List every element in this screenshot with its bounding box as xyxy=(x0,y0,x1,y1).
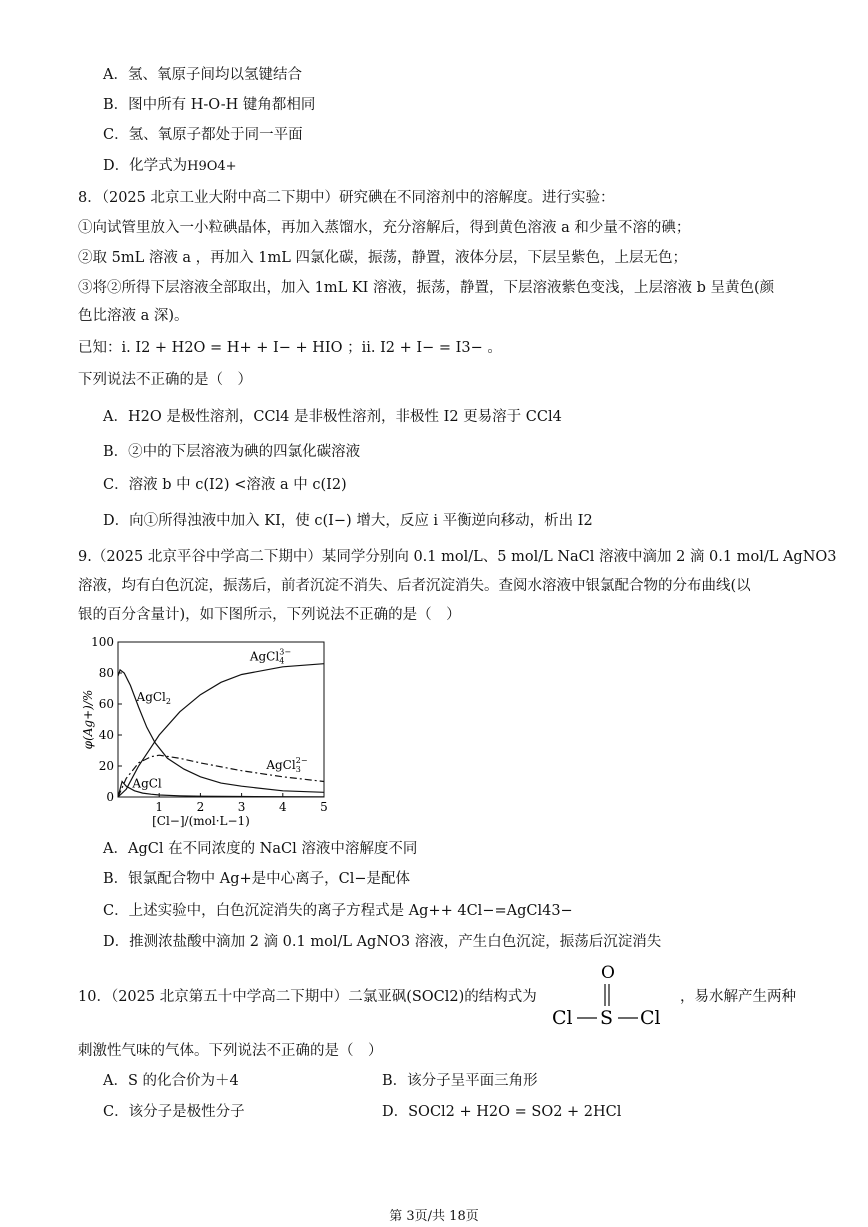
y-tick-label: 80 xyxy=(98,666,114,680)
q8-option-d: D．向①所得浊液中加入 KI，使 c(I−) 增大，反应 i 平衡逆向移动，析出 I2 xyxy=(103,513,593,529)
q7-option-d-prefix: D．化学式为 xyxy=(103,158,188,174)
x-axis-label: [Cl−]/(mol·L−1) xyxy=(152,814,250,828)
x-tick-label: 2 xyxy=(196,800,205,814)
q9-option-c: C．上述实验中，白色沉淀消失的离子方程式是 Ag++ 4Cl−=AgCl43− xyxy=(103,903,573,919)
q8-question: 下列说法不正确的是（ ） xyxy=(78,372,252,388)
plot-frame xyxy=(118,642,324,797)
series-line-1 xyxy=(118,670,324,792)
silver-chloride-distribution-chart xyxy=(78,632,338,828)
q8-step3-line2: 色比溶液 a 深)。 xyxy=(78,308,189,324)
q7-option-d xyxy=(103,157,237,176)
q9-stem-line3: 银的百分含量计)，如下图所示，下列说法不正确的是（ ） xyxy=(78,607,461,623)
struct-sulfur: S xyxy=(600,1007,614,1028)
struct-chlorine-left: Cl xyxy=(552,1007,573,1028)
q8-step1: ①向试管里放入一小粒碘晶体，再加入蒸馏水，充分溶解后，得到黄色溶液 a 和少量不溶的碘； xyxy=(78,220,691,236)
y-tick-label: 60 xyxy=(98,697,114,711)
struct-chlorine-right: Cl xyxy=(640,1007,661,1028)
q7-option-d-formula: H9O4+ xyxy=(187,159,237,174)
q9-option-b: B．银氯配合物中 Ag+是中心离子，Cl−是配体 xyxy=(103,871,411,887)
q7-option-a: A．氢、氧原子间均以氢键结合 xyxy=(103,67,302,83)
q10-stem-part1: 10．（2025 北京第五十中学高二下期中）二氯亚砜(SOCl2)的结构式为 xyxy=(78,989,537,1005)
q8-known: 已知：i. I2 + H2O = H+ + I− + HIO ；ii. I2 + I− = I3− 。 xyxy=(78,340,502,356)
q8-step3-line1: ③将②所得下层溶液全部取出，加入 1mL KI 溶液，振荡，静置，下层溶液紫色变浅，上层溶液 b 呈黄色(颜 xyxy=(78,280,775,296)
q8-step2: ②取 5mL 溶液 a ，再加入 1mL 四氯化碳，振荡，静置，液体分层，下层呈紫色，上层无色； xyxy=(78,250,688,266)
q10-option-b: B．该分子呈平面三角形 xyxy=(382,1073,538,1089)
series-label-3: AgCl$_4$3− xyxy=(249,647,292,666)
q10-stem-part2: ，易水解产生两种 xyxy=(680,989,796,1005)
q9-option-a: A．AgCl 在不同浓度的 NaCl 溶液中溶解度不同 xyxy=(103,841,418,857)
y-tick-label: 20 xyxy=(98,759,114,773)
q10-option-d: D．SOCl2 + H2O = SO2 + 2HCl xyxy=(382,1104,622,1120)
socl2-structure-diagram xyxy=(548,962,666,1028)
q8-option-a: A．H2O 是极性溶剂，CCl4 是非极性溶剂，非极性 I2 更易溶于 CCl4 xyxy=(103,409,562,425)
x-tick-label: 5 xyxy=(320,800,328,814)
y-tick-label: 0 xyxy=(106,790,114,804)
series-label-2: AgCl$_3$2− xyxy=(266,756,308,775)
q9-option-d: D．推测浓盐酸中滴加 2 滴 0.1 mol/L AgNO3 溶液，产生白色沉淀，振荡后沉淀消失 xyxy=(103,934,662,950)
q8-option-c: C．溶液 b 中 c(I2) <溶液 a 中 c(I2) xyxy=(103,477,347,493)
y-axis-label: φ(Ag+)/% xyxy=(81,689,95,750)
series-label-1: AgCl$_2$ xyxy=(136,689,172,706)
q7-option-b: B．图中所有 H-O-H 键角都相同 xyxy=(103,97,316,113)
q9-stem-line2: 溶液，均有白色沉淀，振荡后，前者沉淀不消失、后者沉淀消失。查阅水溶液中银氯配合物的分布曲线(以 xyxy=(78,578,751,594)
series-label-0: AgCl xyxy=(132,776,162,791)
x-tick-label: 1 xyxy=(155,800,164,814)
page-footer: 第 3页/共 18页 xyxy=(389,1209,479,1224)
q7-option-c: C．氢、氧原子都处于同一平面 xyxy=(103,127,303,143)
q9-stem-line1: 9.（2025 北京平谷中学高二下期中）某同学分别向 0.1 mol/L、5 mol/L NaCl 溶液中滴加 2 滴 0.1 mol/L AgNO3 xyxy=(78,549,837,565)
q10-stem-line2: 刺激性气味的气体。下列说法不正确的是（ ） xyxy=(78,1043,383,1059)
y-tick-label: 100 xyxy=(91,635,114,649)
x-tick-label: 4 xyxy=(278,800,287,814)
x-tick-label: 3 xyxy=(237,800,246,814)
struct-oxygen: O xyxy=(601,963,615,983)
q8-stem: 8．（2025 北京工业大附中高二下期中）研究碘在不同溶剂中的溶解度。进行实验： xyxy=(78,190,615,206)
y-tick-label: 40 xyxy=(98,728,114,742)
q10-option-c: C．该分子是极性分子 xyxy=(103,1104,245,1120)
q10-option-a: A．S 的化合价为＋4 xyxy=(103,1073,239,1089)
q8-option-b: B．②中的下层溶液为碘的四氯化碳溶液 xyxy=(103,444,361,460)
